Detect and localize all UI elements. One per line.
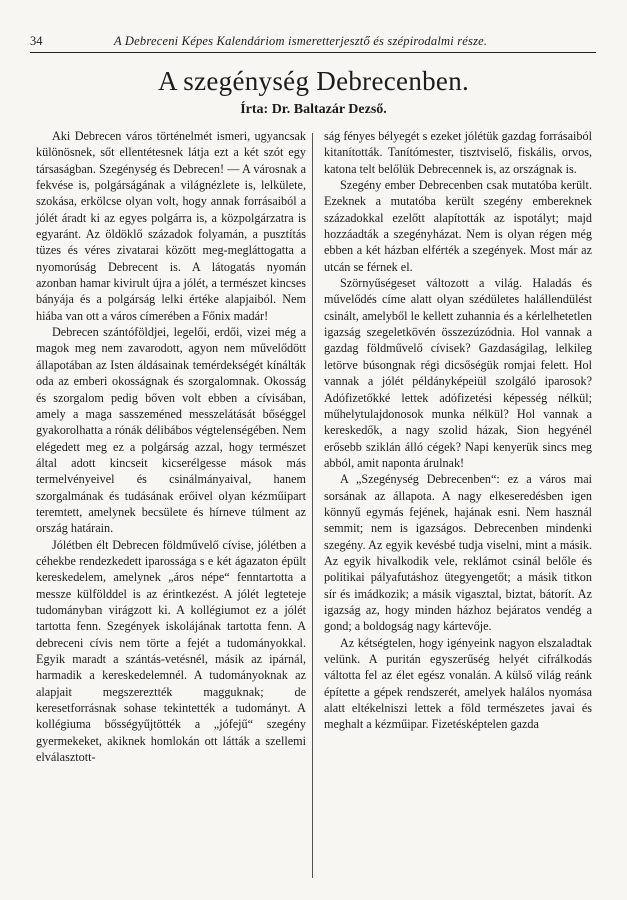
running-header (30, 34, 596, 53)
paragraph: Debrecen szántóföldjei, legelői, erdői, vizei még a magok meg nem zavarodott, agyon nem művelődött állapotában az Isten áldásainak temérdekségét kínálták oda az emberi okosságnak és szorgalomnak. Okosság és szorgalom pedig bőven volt ebben a cívisában, amely a maga sasszeméned messzelátását bőséggel gyakorolhatta a rónák délibábos végtelenségében. Nem elégedett meg ez a polgárság azzal, hogy természet által adott kincseit kicserélgesse mások más termelvényeivel és csinálmányaival, hanem szorgalmának és tudásának erőivel olyan kézműipart teremtett, amelynek becsülete és hírneve túlment az ország határain. (36, 325, 306, 536)
running-title: A Debreceni Képes Kalendáriom ismeretterjesztő és szépirodalmi része. (114, 34, 488, 48)
paragraph: Az kétségtelen, hogy igényeink nagyon elszaladtak velünk. A puritán egyszerűség helyét cifrálkodás váltotta fel az élet egész vonalán. A külső világ reánk építette a gépek rendszerét, amelyek halálos nyomása alatt eltékelniszi lettek a föld természetes javai és meghalt a kézműipar. Fizetésképtelen gazda (324, 635, 592, 732)
article-title: A szegénység Debrecenben. (157, 66, 470, 96)
paragraph: Szörnyűségeset változott a világ. Haladás és művelődés címe alatt olyan szédületes halállendülést csinált, amelyből le kellett zuhannia és a kérlelhetetlen igazság szegeletkövén összezúzódnia. Hol vannak a gazdag földművelő cívisek? Gazdaságilag, lelkileg letörve búsongnak régi dicsőségük romjai felett. Hol vannak a jólét példányképeiül szolgáló iparosok? Adófizetőkké lettek adófizetési képesség nélkül; műhelytulajdonosok munka nélkül? Hol vannak a kereskedők, a nagy szolid házak, Sion hegyénél erősebb sziklán álló cégek? Napi kenyerük sincs meg abból, amit naponta árulnak! (324, 276, 592, 470)
article-byline: Írta: Dr. Baltazár Dezső. (240, 102, 387, 117)
page-number: 34 (30, 34, 43, 48)
right-column (324, 128, 592, 733)
paragraph: ság fényes bélyegét s ezeket jólétük gazdag forrásaiból kitanították. Tanítómester, tisztviselő, fiskális, orvos, katona telt belőlük Debrecennek is, az országnak is. (324, 129, 592, 176)
column-divider (312, 133, 313, 878)
paragraph: A „Szegénység Debrecenben“: ez a város mai sorsának az állapota. A nagy elkeseredésben igen könnyű egymás fejének, hajának esni. Nem használ semmit; nem is igazságos. Debrecenben mindenki szegény. Az egyik kevésbé tudja viselni, mint a másik. Az egyik hivalkodik vele, reklámot csinál belőle és politikai pályafutáshoz ütegyengetőt; a másik titkon sír és imádkozik; a másik vigasztal, biztat, bátorít. Az igazság az, hogy minden házhoz bejáratos vendég a gond; a boldogság nagy kártevője. (324, 472, 592, 634)
paragraph: Jólétben élt Debrecen földművelő cívise, jólétben a céhekbe rendezkedett iparossága s e két ágazaton épült kereskedelem, amelynek „áros népe“ fenntartotta a messze külfölddel is az érintkezést. A jólét legteteje tudományban virágzott ki. A kollégiumot ez a jólét tartotta fenn. Szegények iskolájának tartotta fenn. A debreceni cívis nem törte a fejét a tudományokkal. Egyik maradt a szántás-vetésnél, másik az ipárnál, harmadik a kereskedelemnél. A tudományoknak az alapjait megszereztték magguknak; de keresetforrásnak sohase tekintették a tudományt. A kollégiuma bősségyűjtötték a „jófejű“ szegény gyermekeket, akiknek homlokán ott látták a szellemi elválasztott- (36, 537, 306, 765)
left-column (36, 128, 306, 765)
paragraph: Aki Debrecen város történelmét ismeri, ugyancsak különösnek, sőt ellentétesnek látja ezt a két szót egy társaságban. Szegénység és Debrecen! — A városnak a fekvése is, polgárságának a világnézlete is, lelkülete, szokása, erkölcse olyan volt, hogy annak forrásaiból a jólét áradt ki az egyes polgárra is, a közpolgárzatra is egyaránt. Az öldöklő századok folyamán, a pusztítás tüzes és véres zivatarai között meg-megláttogatta a nyomorúság Debrecent is. A látogatás nyomán azonban hamar kivirult újra a jólét, a természet kincses bányája és a polgárság lelki értéke alapjaiból. Nem hiába van ott a város címerében a Főnix madár! (36, 129, 306, 323)
paragraph: Szegény ember Debrecenben csak mutatóba került. Ezeknek a mutatóba került szegény embereknek századokkal ezelőtt alapították az ispotályt; majd hozzáadták a szegényházat. Nem is olyan régen még ebben a két házban elférték a szegények. Most már az utcán se férnek el. (324, 178, 592, 274)
